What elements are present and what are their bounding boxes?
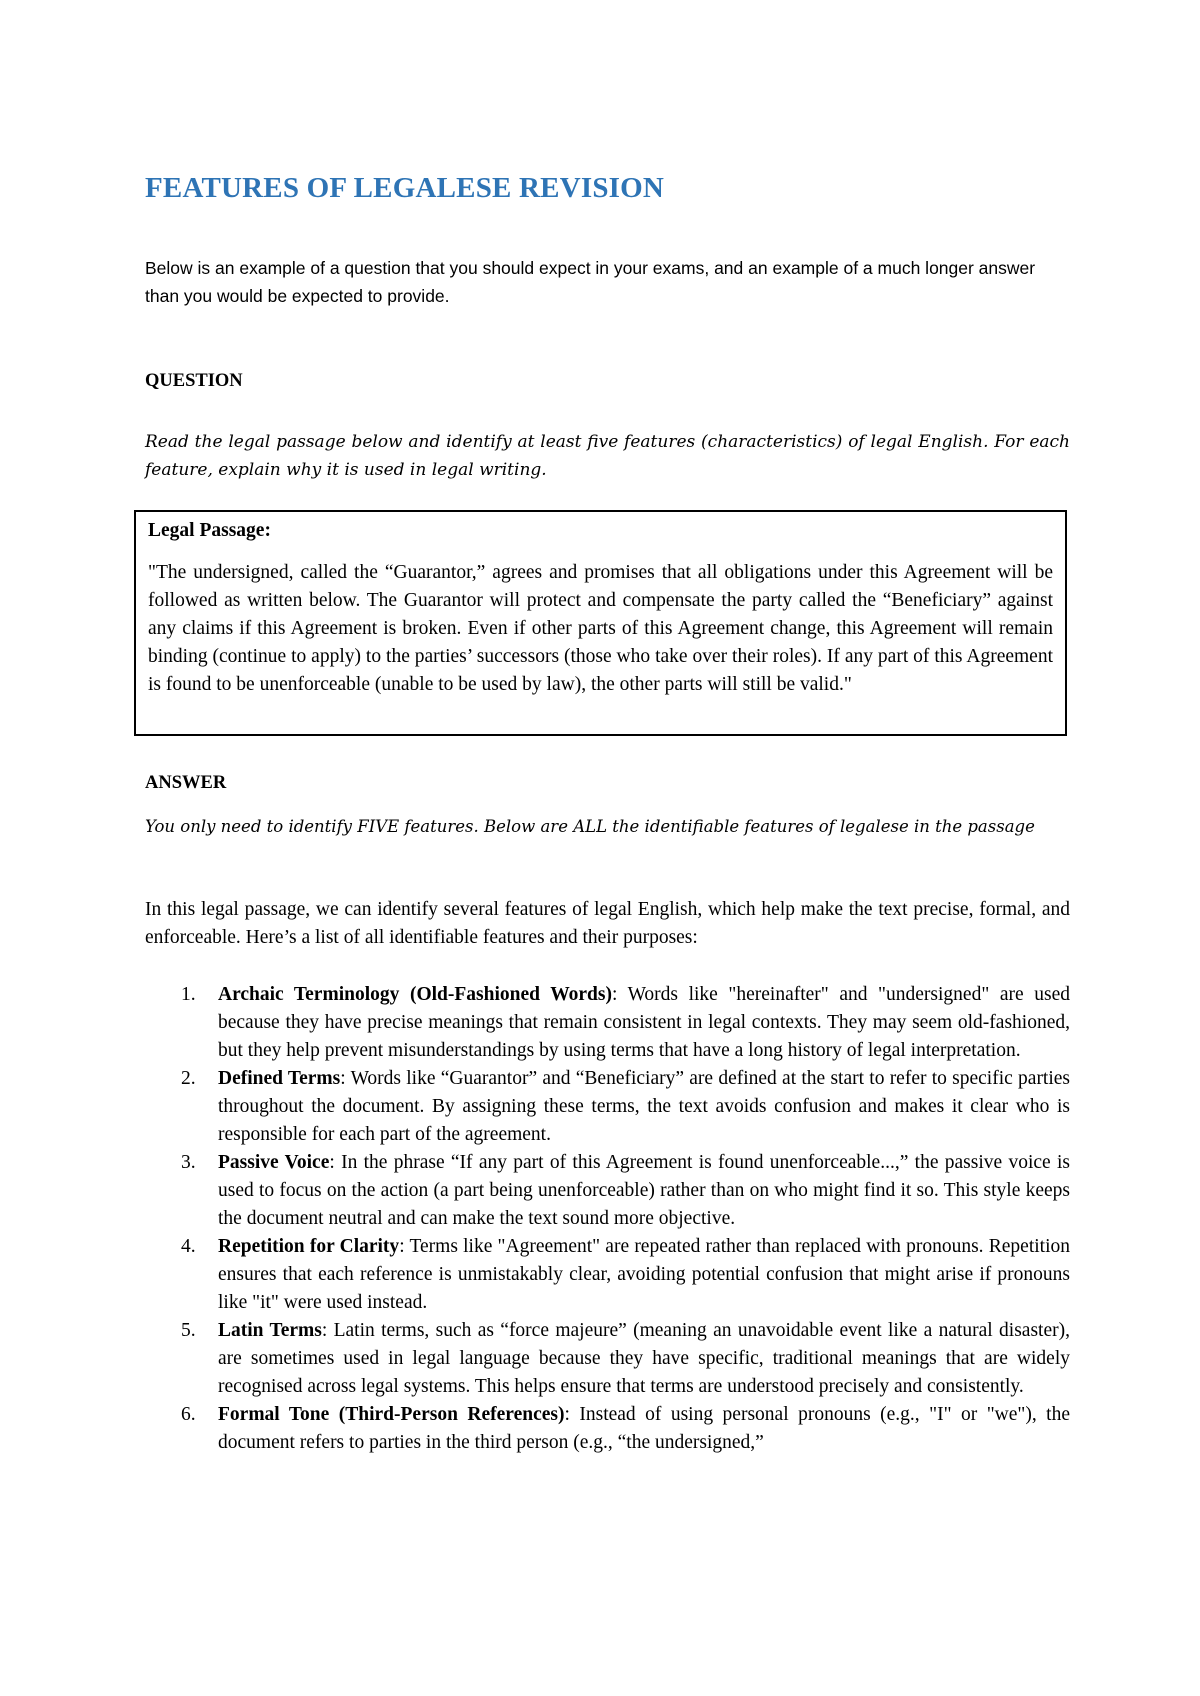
feature-number: 5. <box>181 1320 196 1341</box>
feature-number: 2. <box>181 1068 196 1089</box>
feature-text: : In the phrase “If any part of this Agreement is found unenforceable...,” the passive voice is used to focus on the action (a part being unenforceable) rather than on who might find it so. This style keeps the document neutral and can make the text sound more objective. <box>218 1152 1070 1229</box>
feature-item <box>145 1065 1070 1149</box>
question-text: Read the legal passage below and identify at least five features (characteristics) of legal English. For each feature, explain why it is used in legal writing. <box>145 432 1070 480</box>
feature-item <box>145 1317 1070 1401</box>
feature-title: Defined Terms <box>218 1068 341 1089</box>
answer-note: You only need to identify FIVE features. Below are ALL the identifiable features of legalese in the passage <box>145 817 1035 836</box>
feature-title: Archaic Terminology (Old-Fashioned Words) <box>218 984 612 1005</box>
feature-number: 3. <box>181 1152 196 1173</box>
feature-title: Repetition for Clarity <box>218 1236 400 1257</box>
feature-item <box>145 1149 1070 1233</box>
feature-number: 4. <box>181 1236 196 1257</box>
feature-text: : Latin terms, such as “force majeure” (meaning an unavoidable event like a natural disaster), are sometimes used in legal language because they have specific, traditional meanings that are widely recognised across legal systems. This helps ensure that terms are understood precisely and consistently. <box>218 1320 1070 1397</box>
feature-text: : Words like "hereinafter" and "undersigned" are used because they have precise meanings that remain consistent in legal contexts. They may seem old-fashioned, but they help prevent misunderstandings by using terms that have a long history of legal interpretation. <box>218 984 1070 1061</box>
legal-passage-label: Legal Passage: <box>148 520 271 541</box>
feature-title: Passive Voice <box>218 1152 330 1173</box>
feature-title: Latin Terms <box>218 1320 322 1341</box>
feature-title: Formal Tone (Third-Person References) <box>218 1404 565 1425</box>
legal-passage-text: "The undersigned, called the “Guarantor,” agrees and promises that all obligations under this Agreement will be followed as written below. The Guarantor will protect and compensate the party called the “Beneficiary” against any claims if this Agreement is broken. Even if other parts of this Agreement change, this Agreement will remain binding (continue to apply) to the parties’ successors (those who take over their roles). If any part of this Agreement is found to be unenforceable (unable to be used by law), the other parts will still be valid." <box>148 562 1053 695</box>
legal-passage-box <box>134 510 1067 736</box>
intro-paragraph: Below is an example of a question that you should expect in your exams, and an example of a much longer answer than you would be expected to provide. <box>145 258 1036 306</box>
answer-heading: ANSWER <box>145 773 227 793</box>
feature-text: : Terms like "Agreement" are repeated rather than replaced with pronouns. Repetition ensures that each reference is unmistakably clear, avoiding potential confusion that might arise if pronouns like "it" were used instead. <box>218 1236 1070 1313</box>
feature-item <box>145 981 1070 1065</box>
feature-number: 6. <box>181 1404 196 1425</box>
question-heading: QUESTION <box>145 371 243 391</box>
features-list <box>145 981 1070 1457</box>
document-title: FEATURES OF LEGALESE REVISION <box>145 172 665 204</box>
feature-item <box>145 1401 1070 1457</box>
feature-text: : Instead of using personal pronouns (e.g., "I" or "we"), the document refers to parties in the third person (e.g., “the undersigned,” <box>218 1404 1070 1453</box>
feature-number: 1. <box>181 984 196 1005</box>
feature-text: : Words like “Guarantor” and “Beneficiary” are defined at the start to refer to specific parties throughout the document. By assigning these terms, the text avoids confusion and makes it clear who is responsible for each part of the agreement. <box>218 1068 1071 1145</box>
answer-intro: In this legal passage, we can identify several features of legal English, which help make the text precise, formal, and enforceable. Here’s a list of all identifiable features and their purposes: <box>145 899 1070 948</box>
feature-item <box>145 1233 1070 1317</box>
